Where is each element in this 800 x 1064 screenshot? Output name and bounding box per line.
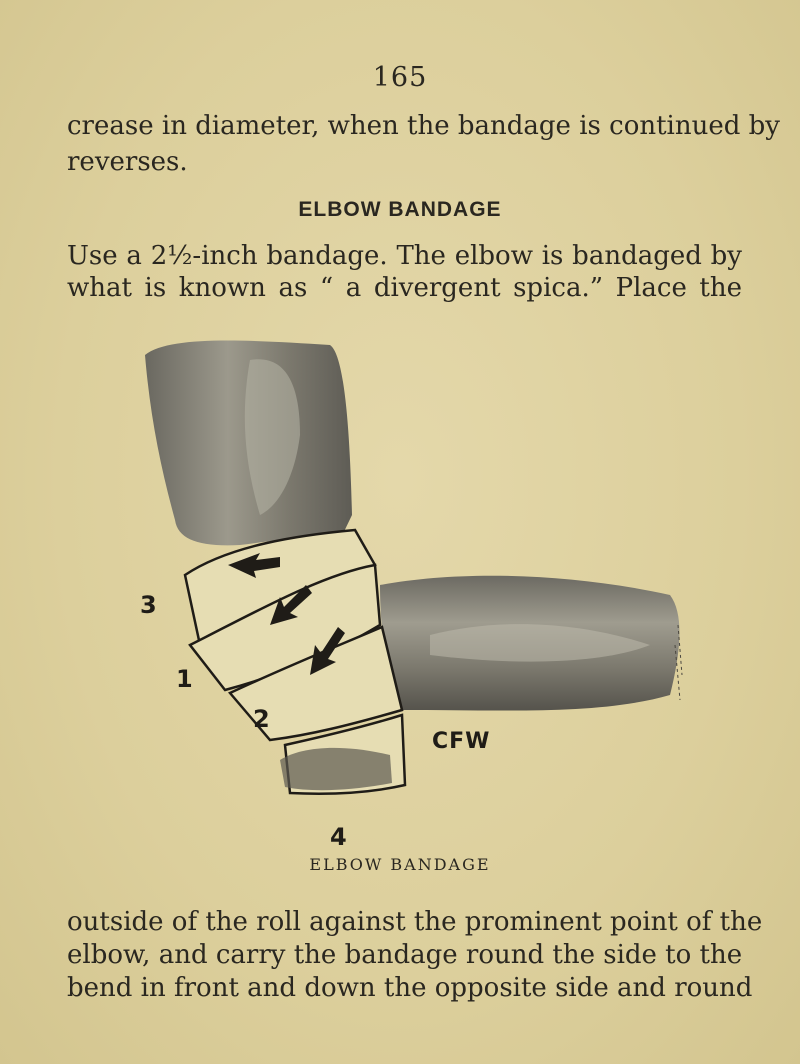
label-3: 3 [140, 591, 157, 619]
intro-line-1: crease in diameter, when the bandage is continued by [67, 111, 780, 141]
page-number: 165 [372, 62, 428, 93]
label-1: 1 [176, 665, 193, 693]
para1-line-1: Use a 2½-inch bandage. The elbow is bandaged by [67, 241, 742, 271]
bandage-fold-shadow [280, 748, 392, 790]
para2-line-3: bend in front and down the opposite side and round [67, 973, 753, 1003]
artist-initials: CFW [432, 729, 491, 754]
para1-line-2: what is known as “ a divergent spica.” Place the [67, 273, 742, 303]
para2-line-1: outside of the roll against the prominent point of the [67, 907, 763, 937]
label-4: 4 [330, 823, 347, 851]
figure-caption: ELBOW BANDAGE [309, 855, 491, 874]
para2-line-2: elbow, and carry the bandage round the side to the [67, 940, 743, 970]
intro-line-2: reverses. [67, 147, 188, 177]
elbow-bandage-illustration [130, 315, 710, 851]
label-2: 2 [253, 705, 270, 733]
section-heading: ELBOW BANDAGE [298, 198, 502, 221]
